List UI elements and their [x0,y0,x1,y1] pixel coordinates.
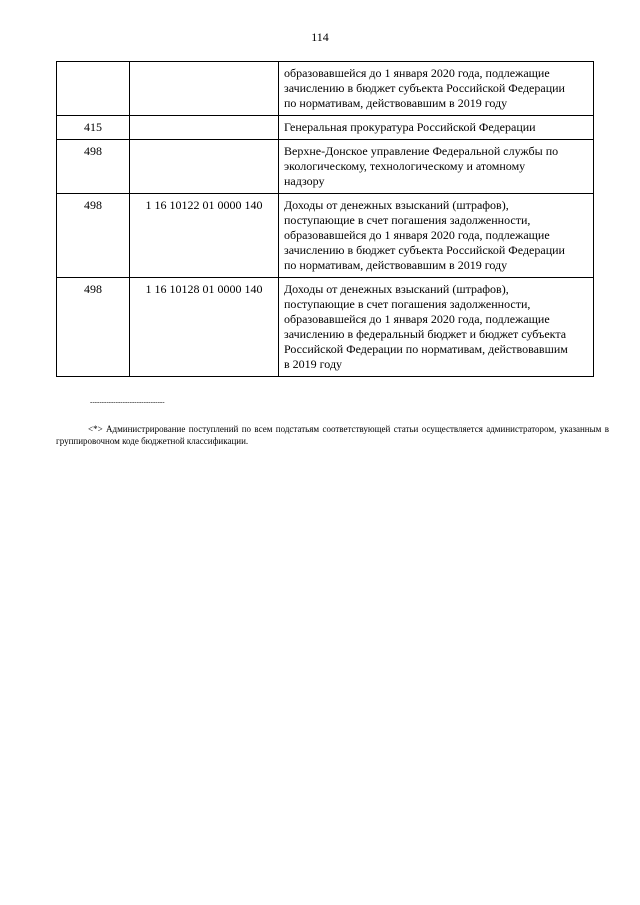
name-cell: Доходы от денежных взысканий (штрафов), поступающие в счет погашения задолженности, образовавшейся до 1 января 2020 года, подлежащие зачислению в бюджет субъекта Российской Федерации по нормативам, действовавшим в 2019 году [279,194,594,278]
name-cell: Верхне-Донское управление Федеральной службы по экологическому, технологическому и атомному надзору [279,140,594,194]
income-code-cell: 1 16 10128 01 0000 140 [130,278,279,377]
footnote-text: <*> Администрирование поступлений по всем подстатьям соответствующей статьи осуществляется администратором, указанным в группировочном коде бюджетной классификации. [56,424,609,446]
table-row [57,62,594,116]
table-row [57,116,594,140]
income-code-cell [130,62,279,116]
income-code-cell [130,140,279,194]
name-cell: Доходы от денежных взысканий (штрафов), поступающие в счет погашения задолженности, образовавшейся до 1 января 2020 года, подлежащие зачислению в федеральный бюджет и бюджет субъекта Российской Федерации по нормативам, действовавшим в 2019 году [279,278,594,377]
name-cell: образовавшейся до 1 января 2020 года, подлежащие зачислению в бюджет субъекта Российской Федерации по нормативам, действовавшим в 2019 году [279,62,594,116]
name-cell: Генеральная прокуратура Российской Федерации [279,116,594,140]
table-row [57,194,594,278]
admin-code-cell: 498 [57,278,130,377]
table-row [57,140,594,194]
admin-code-cell: 415 [57,116,130,140]
admin-code-cell [57,62,130,116]
income-code-cell [130,116,279,140]
budget-classification-table [56,61,594,377]
page-number: 114 [311,30,329,44]
income-code-cell: 1 16 10122 01 0000 140 [130,194,279,278]
admin-code-cell: 498 [57,140,130,194]
footnote-separator: -------------------------------- [90,398,165,406]
admin-code-cell: 498 [57,194,130,278]
table-row [57,278,594,377]
